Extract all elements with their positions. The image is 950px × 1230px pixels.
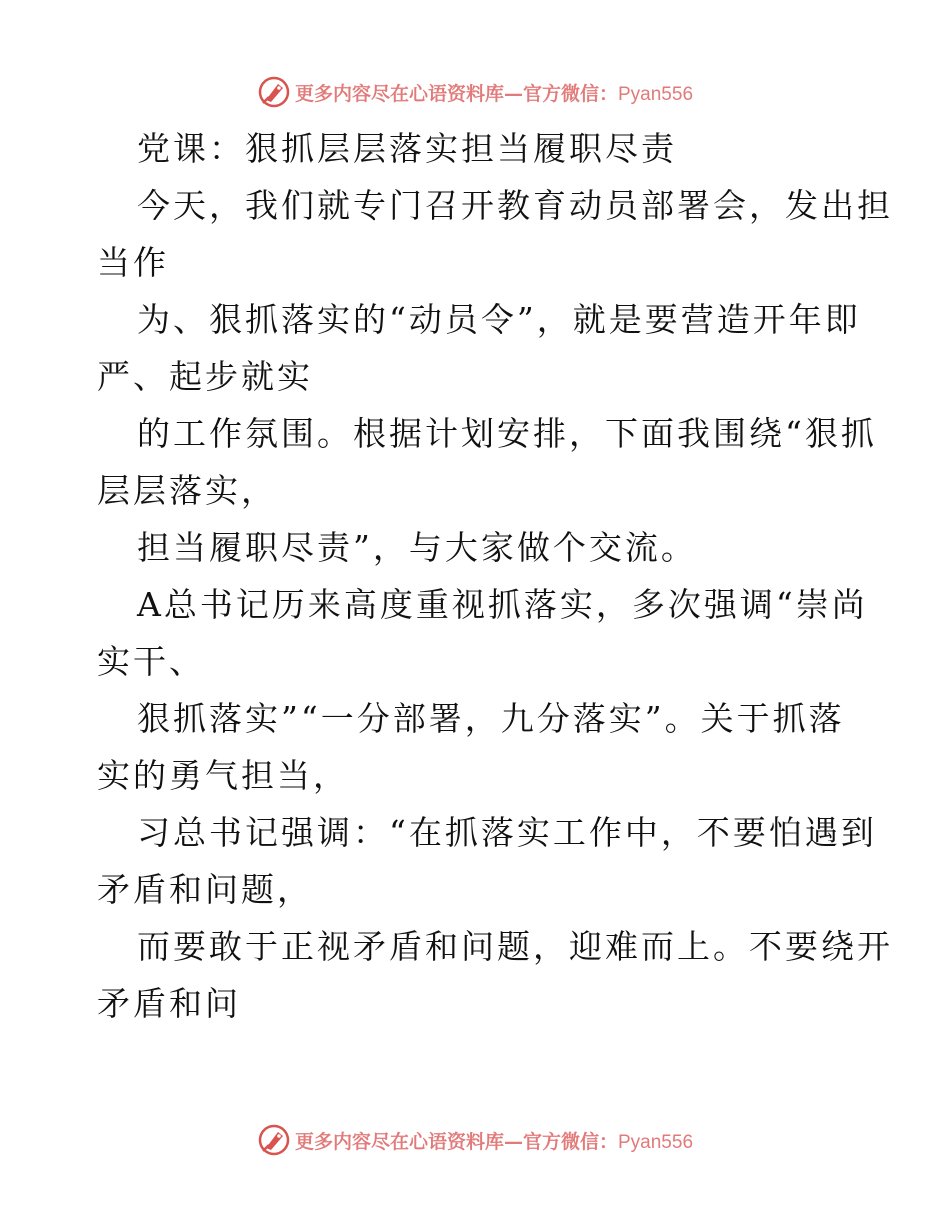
text-line: 实干、 [97, 642, 205, 681]
text-line: 层层落实， [97, 471, 277, 510]
text-line: 实的勇气担当， [97, 756, 349, 795]
text-line: 矛盾和问 [97, 984, 241, 1023]
watermark-label: 更多内容尽在心语资料库—官方微信： [294, 82, 618, 105]
watermark-label: 更多内容尽在心语资料库—官方微信： [294, 1130, 618, 1153]
header-watermark [0, 70, 950, 114]
text-line: A总书记历来高度重视抓落实，多次强调“崇尚 [137, 585, 868, 624]
text-line: 今天，我们就专门召开教育动员部署会，发出担 [137, 186, 893, 225]
pen-nib-icon [257, 1123, 291, 1157]
pen-nib-icon [257, 75, 291, 109]
text-line: 当作 [97, 243, 169, 282]
footer-watermark [0, 1118, 950, 1162]
text-line: 担当履职尽责”，与大家做个交流。 [137, 528, 697, 567]
watermark-text [295, 79, 693, 106]
text-line: 严、起步就实 [97, 357, 313, 396]
watermark-handle: Pyan556 [618, 1131, 694, 1153]
watermark-text [295, 1127, 693, 1154]
text-line: 而要敢于正视矛盾和问题，迎难而上。不要绕开 [137, 927, 893, 966]
text-line: 党课：狠抓层层落实担当履职尽责 [137, 129, 677, 168]
text-line: 的工作氛围。根据计划安排，下面我围绕“狠抓 [137, 414, 877, 453]
text-line: 为、狠抓落实的“动员令”，就是要营造开年即 [137, 300, 861, 339]
text-line: 狠抓落实”“一分部署，九分落实”。关于抓落 [137, 699, 845, 738]
text-line: 习总书记强调：“在抓落实工作中，不要怕遇到 [137, 813, 877, 852]
watermark-handle: Pyan556 [618, 83, 694, 105]
document-body [97, 120, 893, 1032]
text-line: 矛盾和问题， [97, 870, 313, 909]
